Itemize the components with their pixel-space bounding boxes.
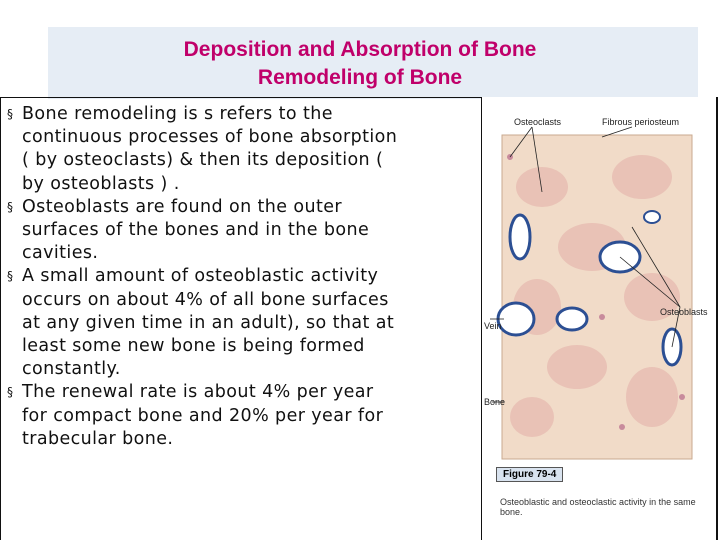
bullet-text-line: A small amount of osteoblastic activity xyxy=(22,266,379,287)
marrow-patch xyxy=(516,167,568,207)
bullet-text-line: by osteoblasts ) . xyxy=(22,173,180,194)
bone-cavity xyxy=(557,308,587,330)
osteoclast-cell xyxy=(679,394,685,400)
bullet-list xyxy=(6,103,476,451)
bullet-text-line: occurs on about 4% of all bone surfaces xyxy=(22,289,389,310)
marrow-patch xyxy=(612,155,672,199)
bullet-text-line: constantly. xyxy=(22,359,121,380)
label-fibrous-periosteum: Fibrous periosteum xyxy=(602,117,680,127)
osteoclast-cell xyxy=(619,424,625,430)
figure-caption: Osteoblastic and osteoclastic activity in the same bone. xyxy=(500,497,696,517)
square-bullet-icon: § xyxy=(7,107,14,121)
marrow-patch xyxy=(626,367,678,427)
square-bullet-icon: § xyxy=(7,385,14,400)
bullet-text-line: trabecular bone. xyxy=(22,428,174,449)
bullet-item xyxy=(6,103,476,196)
square-bullet-icon: § xyxy=(7,199,14,214)
bullet-text-line: at any given time in an adult), so that at xyxy=(22,312,395,333)
label-vein: Vein xyxy=(484,321,502,331)
bullet-text-line: ( by osteoclasts) & then its deposition ( xyxy=(22,150,384,171)
bone-cavity xyxy=(644,211,660,223)
bullet-item xyxy=(6,196,476,266)
bullet-item xyxy=(6,381,476,451)
osteoclast-cell xyxy=(599,314,605,320)
figure-number: Figure 79-4 xyxy=(496,467,563,482)
slide-subtitle: Remodeling of Bone xyxy=(257,66,463,89)
bullet-text-line: Osteoblasts are found on the outer xyxy=(22,196,343,217)
marrow-patch xyxy=(547,345,607,389)
bullet-text-line: surfaces of the bones and in the bone xyxy=(22,220,370,241)
bullet-text-line: for compact bone and 20% per year for xyxy=(22,405,384,426)
label-osteoclasts: Osteoclasts xyxy=(514,117,562,127)
bullet-item xyxy=(6,265,476,381)
bullet-text-line: cavities. xyxy=(22,243,99,264)
bullet-text-line: Bone remodeling is s refers to the xyxy=(22,104,333,124)
bullet-text-line: least some new bone is being formed xyxy=(22,336,365,357)
bullet-text-line: The renewal rate is about 4% per year xyxy=(22,382,374,403)
label-bone: Bone xyxy=(484,397,506,407)
bone-cavity xyxy=(510,215,530,259)
square-bullet-icon: § xyxy=(7,269,14,284)
figure-border xyxy=(716,97,718,540)
slide-title: Deposition and Absorption of Bone xyxy=(183,38,537,61)
marrow-patch xyxy=(510,397,554,437)
bullet-text-line: continuous processes of bone absorption xyxy=(22,127,398,148)
label-osteoblasts: Osteoblasts xyxy=(660,307,708,317)
bone-remodeling-figure xyxy=(482,97,720,540)
